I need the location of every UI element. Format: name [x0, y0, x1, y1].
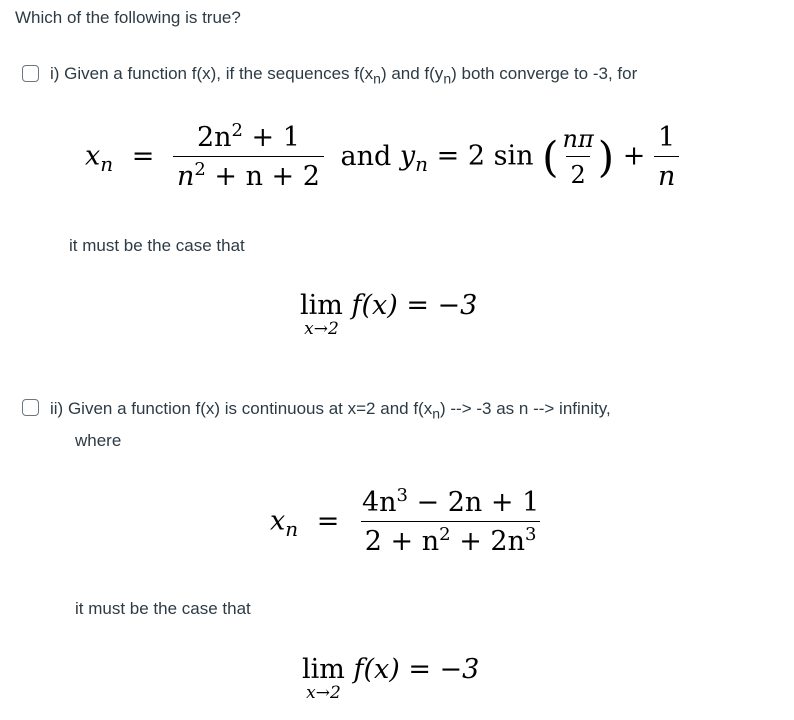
- option-ii-where: where: [75, 431, 122, 450]
- option-i-checkbox[interactable]: [22, 65, 39, 82]
- option-i-must-text: it must be the case that: [69, 236, 245, 255]
- xn-fraction: $\frac{2n^2 + 1}{n^2 + n + 2}$: [173, 122, 324, 192]
- option-ii-text: ii) Given a function f(x) is continuous at x=2 and $f(x_n)$ --> -3 as n --> infinity,: [50, 399, 611, 422]
- option-ii-must-text: it must be the case that: [75, 599, 251, 618]
- question-prompt: Which of the following is true?: [15, 8, 241, 27]
- option-i-limit: lim x→2 f(x) = −3: [300, 290, 478, 339]
- option-ii-limit: lim x→2 f(x) = −3: [302, 654, 480, 703]
- one-over-n: $\frac{1}{n}$: [654, 122, 679, 192]
- option-i-equation: $x_n$ = $\frac{2n^2 + 1}{n^2 + n + 2}$ and $y_n = 2$ sin ( $\frac{n\pi}{2}$ ) + $\frac{1}{n}$: [85, 122, 679, 192]
- trig-fraction: $\frac{n\pi}{2}$: [562, 125, 594, 189]
- option-i-text: i) Given a function f(x), if the sequences $f(x_n)$ and $f(y_n)$ both converge to -3, for: [50, 64, 638, 87]
- option-ii-equation: $x_n$ = $\frac{4n^3 - 2n + 1}{2 + n^2 + 2n^3}$: [270, 487, 543, 557]
- option-ii-checkbox[interactable]: [22, 399, 39, 416]
- xn-ii-fraction: $\frac{4n^3 - 2n + 1}{2 + n^2 + 2n^3}$: [361, 485, 540, 557]
